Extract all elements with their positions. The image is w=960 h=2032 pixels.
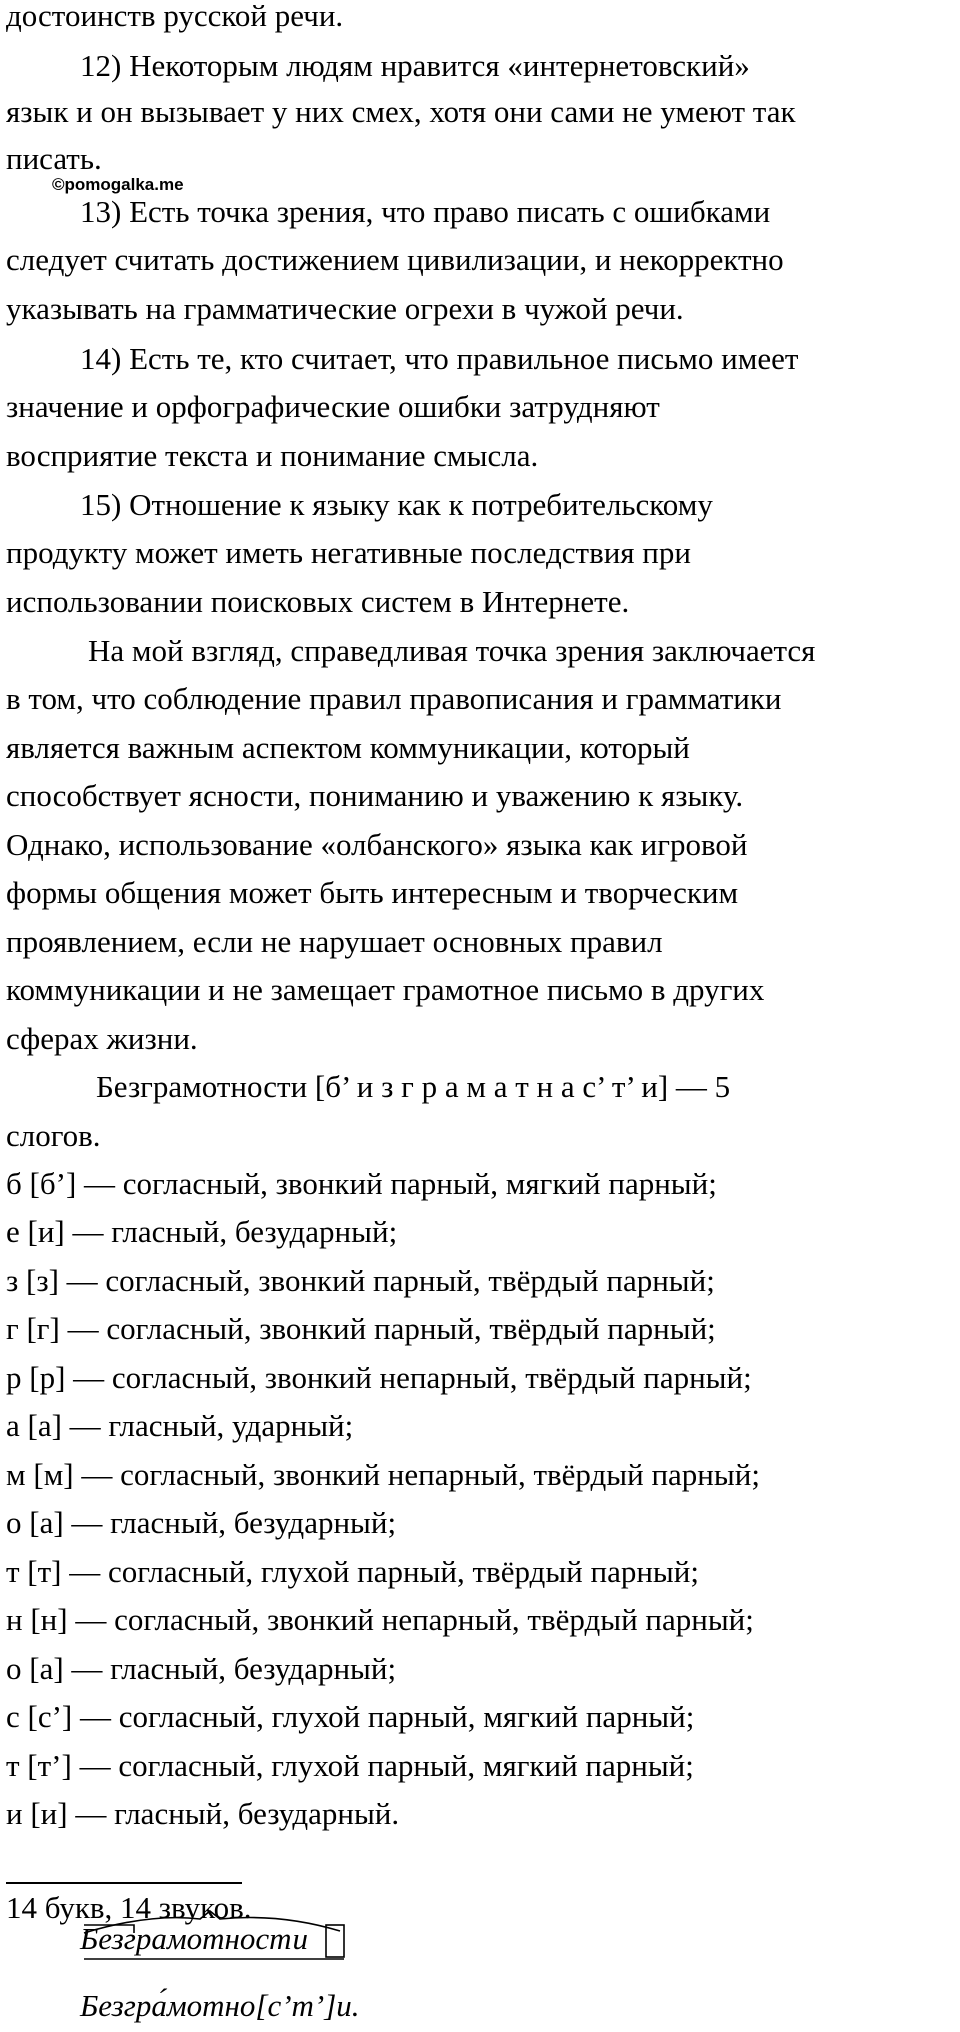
text-line: использовании поисковых систем в Интернете. xyxy=(6,584,630,619)
letter-analysis-line: т [т’] — согласный, глухой парный, мягкий парный; xyxy=(6,1748,694,1783)
text-line: в том, что соблюдение правил правописания и грамматики xyxy=(6,681,782,716)
letter-analysis-line: м [м] — согласный, звонкий непарный, твёрдый парный; xyxy=(6,1457,760,1492)
word-ending: и xyxy=(292,1921,309,1956)
letter-analysis-line: т [т] — согласный, глухой парный, твёрдый парный; xyxy=(6,1554,699,1589)
text-line: восприятие текста и понимание смысла. xyxy=(6,438,539,473)
text-line: писать. xyxy=(6,141,102,176)
letter-analysis-line: р [р] — согласный, звонкий непарный, твёрдый парный; xyxy=(6,1360,752,1395)
text-line: проявлением, если не нарушает основных правил xyxy=(6,924,663,959)
letter-analysis-line: е [и] — гласный, безударный; xyxy=(6,1214,398,1249)
text-line: слогов. xyxy=(6,1118,101,1153)
text-line: Однако, использование «олбанского» языка как игровой xyxy=(6,827,748,862)
text-line: коммуникации и не замещает грамотное письмо в других xyxy=(6,972,765,1007)
text-line: достоинств русской речи. xyxy=(6,0,344,33)
text-line: сферах жизни. xyxy=(6,1021,198,1056)
letter-analysis-line: з [з] — согласный, звонкий парный, твёрдый парный; xyxy=(6,1263,715,1298)
letter-analysis-line: а [а] — гласный, ударный; xyxy=(6,1408,354,1443)
letter-analysis-line: и [и] — гласный, безударный. xyxy=(6,1796,400,1831)
text-line: язык и он вызывает у них смех, хотя они сами не умеют так xyxy=(6,94,796,129)
footnote-rule xyxy=(6,1882,242,1884)
letter-analysis-line: г [г] — согласный, звонкий парный, твёрдый парный; xyxy=(6,1311,716,1346)
letter-analysis-line: о [а] — гласный, безударный; xyxy=(6,1505,397,1540)
text-line: следует считать достижением цивилизации, и некорректно xyxy=(6,242,784,277)
morphemic-analysis xyxy=(80,1903,380,1963)
text-line: 13) Есть точка зрения, что право писать с ошибками xyxy=(80,194,771,229)
word-stem: Безграмотност xyxy=(80,1921,292,1956)
letter-analysis-line: б [б’] — согласный, звонкий парный, мягкий парный; xyxy=(6,1166,717,1201)
text-line: формы общения может быть интересным и творческим xyxy=(6,875,739,910)
text-line: продукту может иметь негативные последствия при xyxy=(6,535,691,570)
text-line: 15) Отношение к языку как к потребительскому xyxy=(80,487,713,522)
letter-analysis-line: н [н] — согласный, звонкий непарный, твёрдый парный; xyxy=(6,1602,754,1637)
text-line: значение и орфографические ошибки затрудняют xyxy=(6,389,660,424)
morpheme-marks-icon xyxy=(80,1903,380,1963)
letter-analysis-line: о [а] — гласный, безударный; xyxy=(6,1651,397,1686)
summary-line: 14 букв, 14 звуков. xyxy=(6,1890,252,1925)
text-line: является важным аспектом коммуникации, который xyxy=(6,730,690,765)
text-line: способствует ясности, пониманию и уважению к языку. xyxy=(6,778,744,813)
text-line: указывать на грамматические огрехи в чужой речи. xyxy=(6,291,684,326)
watermark: ©pomogalka.me xyxy=(52,175,184,194)
text-line: 12) Некоторым людям нравится «интернетовский» xyxy=(80,48,750,83)
text-line: 14) Есть те, кто считает, что правильное письмо имеет xyxy=(80,341,799,376)
letter-analysis-line: с [с’] — согласный, глухой парный, мягкий парный; xyxy=(6,1699,695,1734)
text-line: На мой взгляд, справедливая точка зрения заключается xyxy=(88,633,816,668)
stress-transcription: Безгра́мотно[с’т’]и. xyxy=(80,1988,360,2023)
phonetic-transcription-line: Безграмотности [б’ и з г р а м а т н а с’ т’ и] — 5 xyxy=(96,1069,731,1104)
